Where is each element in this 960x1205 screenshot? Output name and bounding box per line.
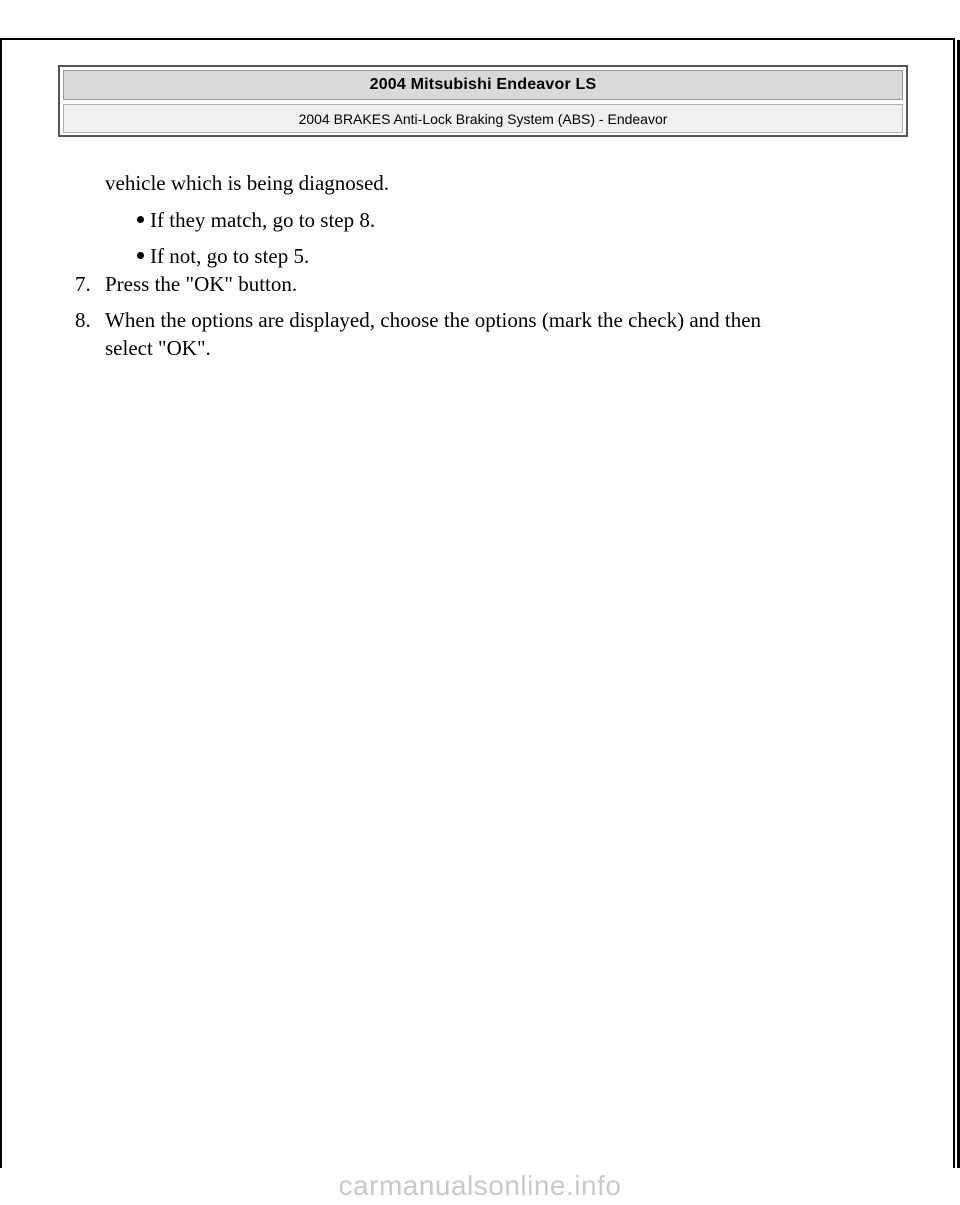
step-text: When the options are displayed, choose the options (mark the check) and then xyxy=(105,308,762,332)
bullet-text: If not, go to step 5. xyxy=(150,244,310,268)
bullet-text: If they match, go to step 8. xyxy=(150,208,376,232)
header-title-bar xyxy=(63,70,903,100)
continuation-line: vehicle which is being diagnosed. xyxy=(105,171,390,195)
step-text: Press the "OK" button. xyxy=(105,272,298,296)
document-header xyxy=(58,65,908,137)
bullet-icon xyxy=(137,252,144,259)
bullet-item xyxy=(137,243,309,270)
header-title: 2004 Mitsubishi Endeavor LS xyxy=(369,76,597,93)
header-subtitle: 2004 BRAKES Anti-Lock Braking System (ABS) - Endeavor xyxy=(298,110,668,127)
step-item xyxy=(75,307,761,334)
header-subtitle-bar xyxy=(63,104,903,133)
step-item xyxy=(75,271,297,298)
step-number: 7. xyxy=(75,272,91,296)
watermark: carmanualsonline.info xyxy=(338,1170,622,1201)
bullet-item xyxy=(137,207,375,234)
step-number: 8. xyxy=(75,308,91,332)
bullet-icon xyxy=(137,216,144,223)
step-continuation: select "OK". xyxy=(105,336,211,360)
